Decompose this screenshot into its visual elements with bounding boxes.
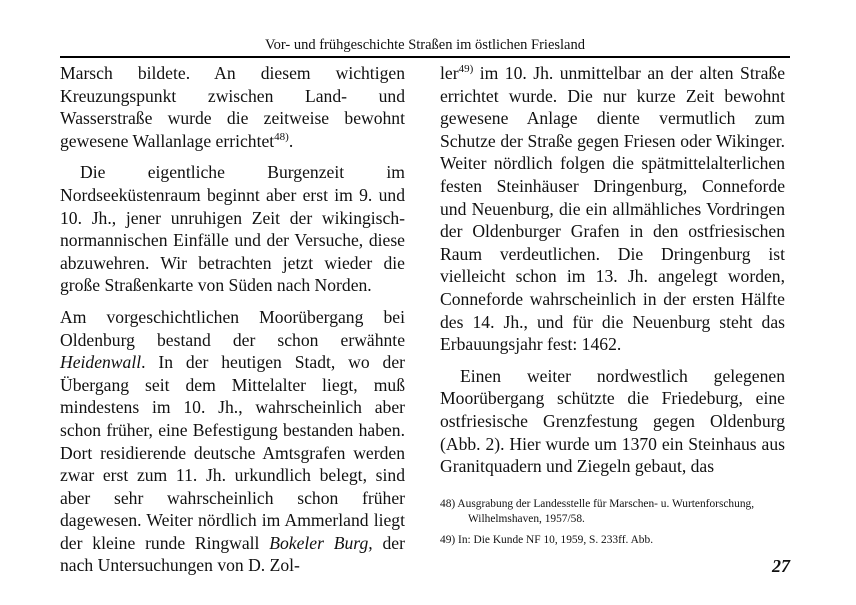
place-name-heidenwall: Heidenwall (60, 352, 142, 373)
paragraph-text: Am vorgeschichtlichen Moorübergang bei Oldenburg bestand der schon erwähnte (60, 306, 405, 350)
paragraph-moorubergang (60, 306, 405, 577)
running-head: Vor- und frühgeschichte Straßen im östlichen Friesland (265, 37, 585, 53)
paragraph-text: . In der heutigen Stadt, wo der Übergang seit dem Mittelalter liegt, muß mindestens im 10. Jh., wahrscheinlich aber schon früher, eine Befestigung bestanden haben. Dort residierende deutsche Amtsgrafen werden zwar erst zum 11. Jh. urkundlich belegt, sind aber sehr wahrscheinlich schon früher dagewesen. Weiter nördlich im Ammerland liegt der kleine runde Ringwall (60, 352, 405, 553)
paragraph-zoller (440, 62, 785, 356)
header-rule (60, 56, 790, 58)
paragraph-friedeburg: Einen weiter nordwestlich gelegenen Moorübergang schützte die Friedeburg, eine ostfriesische Grenzfestung gegen Oldenburg (Abb. 2). Hier wurde um 1370 ein Steinhaus aus Granitquadern und Ziegeln gebaut, das (440, 365, 785, 477)
page-number: 27 (772, 556, 790, 576)
paragraph-text: Marsch bildete. An diesem wichtigen Kreuzungspunkt zwischen Land- und Wasserstraße wurde die zeitweise bewohnt gewesene Wallanlage errichtet (60, 63, 405, 151)
paragraph-text: im 10. Jh. unmittelbar an der alten Straße errichtet wurde. Die nur kurze Zeit bewohnt gewesene Anlage diente vermutlich zum Schutze der Straße gegen Friesen oder Wikinger. Weiter nördlich folgen die spätmittelalterlichen festen Steinhäuser Dringenburg, Conneforde und Neuenburg, die ein allmähliches Vordringen der Oldenburger Grafen in den ostfriesischen Raum verdeutlichen. Die Dringenburg ist vielleicht schon im 13. Jh. angelegt worden, Conneforde wahrscheinlich in der ersten Hälfte des 14. Jh., und für die Neuenburg steht das Erbauungsjahr fest: 1462. (440, 63, 785, 355)
footnote-ref-48: 48) (274, 130, 289, 143)
footnote-ref-49: 49) (458, 63, 474, 75)
footnote-49: 49) In: Die Kunde NF 10, 1959, S. 233ff. Abb. (440, 534, 654, 546)
paragraph-marsch (60, 62, 405, 152)
paragraph-text: der nach Untersuchungen von D. Zol- (60, 532, 405, 576)
paragraph-text-head: ler (440, 63, 459, 83)
left-column (60, 62, 405, 577)
right-column (440, 62, 785, 478)
footnote-48: 48) Ausgrabung der Landesstelle für Marschen- u. Wurtenforschung, Wilhelmshaven, 1957/58. (440, 498, 755, 525)
paragraph-burgenzeit: Die eigentliche Burgenzeit im Nordseeküstenraum beginnt aber erst im 9. und 10. Jh., jener unruhigen Zeit der wikingisch-normannischen Einfälle und der Versuche, diese abzuwehren. Wir betrachten jetzt wieder die große Straßenkarte von Süden nach Norden. (60, 162, 405, 296)
place-name-bokeler-burg: Bokeler Burg, (269, 532, 373, 553)
footnotes (440, 497, 785, 548)
paragraph-text-tail: . (288, 130, 294, 151)
